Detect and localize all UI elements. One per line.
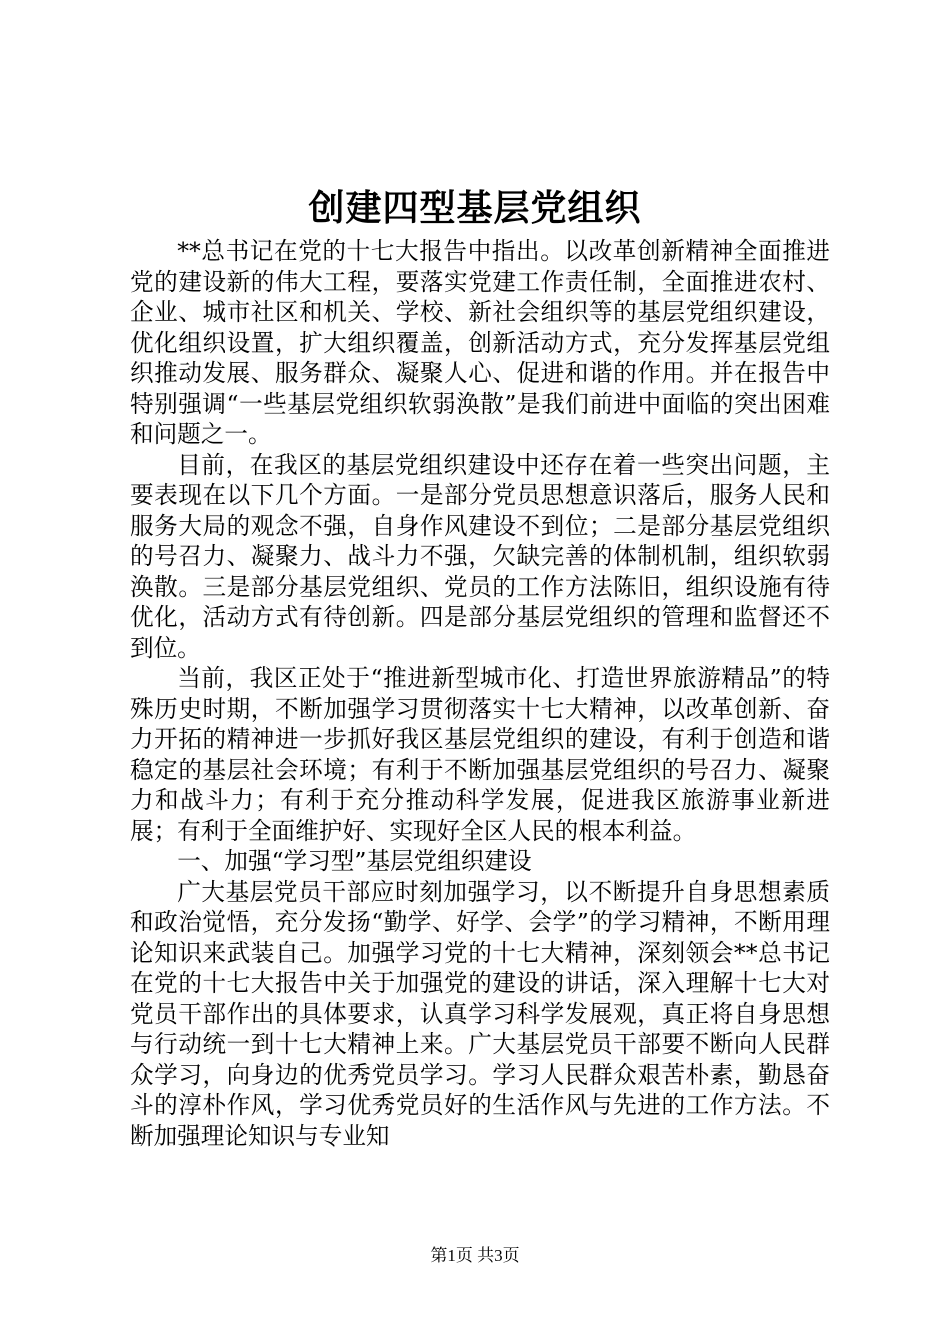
section-heading: 一、加强“学习型”基层党组织建设 xyxy=(177,847,532,875)
paragraph: 目前，在我区的基层党组织建设中还存在着一些突出问题，主要表现在以下几个方面。一是部分党员思想意识落后，服务人民和服务大局的观念不强，自身作风建设不到位；二是部分基层党组织的号召力、凝聚力、战斗力不强，欠缺完善的体制机制，组织软弱涣散。三是部分基层党组织、党员的工作方法陈旧，组织设施有待优化，活动方式有待创新。四是部分基层党组织的管理和监督还不到位。 xyxy=(130,450,830,662)
page-footer: 第1页 共3页 xyxy=(430,1246,520,1265)
page-title: 创建四型基层党组织 xyxy=(308,187,642,229)
paragraph: **总书记在党的十七大报告中指出。以改革创新精神全面推进党的建设新的伟大工程，要落实党建工作责任制，全面推进农村、企业、城市社区和机关、学校、新社会组织等的基层党组织建设，优化组织设置，扩大组织覆盖，创新活动方式，充分发挥基层党组织推动发展、服务群众、凝聚人心、促进和谐的作用。并在报告中特别强调“一些基层党组织软弱涣散”是我们前进中面临的突出困难和问题之一。 xyxy=(130,237,830,448)
paragraph: 当前，我区正处于“推进新型城市化、打造世界旅游精品”的特殊历史时期，不断加强学习贯彻落实十七大精神，以改革创新、奋力开拓的精神进一步抓好我区基层党组织的建设，有利于创造和谐稳定的基层社会环境；有利于不断加强基层党组织的号召力、凝聚力和战斗力；有利于充分推动科学发展，促进我区旅游事业新进展；有利于全面维护好、实现好全区人民的根本利益。 xyxy=(130,664,830,845)
paragraph: 广大基层党员干部应时刻加强学习，以不断提升自身思想素质和政治觉悟，充分发扬“勤学、好学、会学”的学习精神，不断用理论知识来武装自己。加强学习党的十七大精神，深刻领会**总书记在党的十七大报告中关于加强党的建设的讲话，深入理解十七大对党员干部作出的具体要求，认真学习科学发展观，真正将自身思想与行动统一到十七大精神上来。广大基层党员干部要不断向人民群众学习，向身边的优秀党员学习。学习人民群众艰苦朴素，勤恳奋斗的淳朴作风，学习优秀党员好的生活作风与先进的工作方法。不断加强理论知识与专业知 xyxy=(130,877,830,1150)
document-body xyxy=(130,236,830,1151)
